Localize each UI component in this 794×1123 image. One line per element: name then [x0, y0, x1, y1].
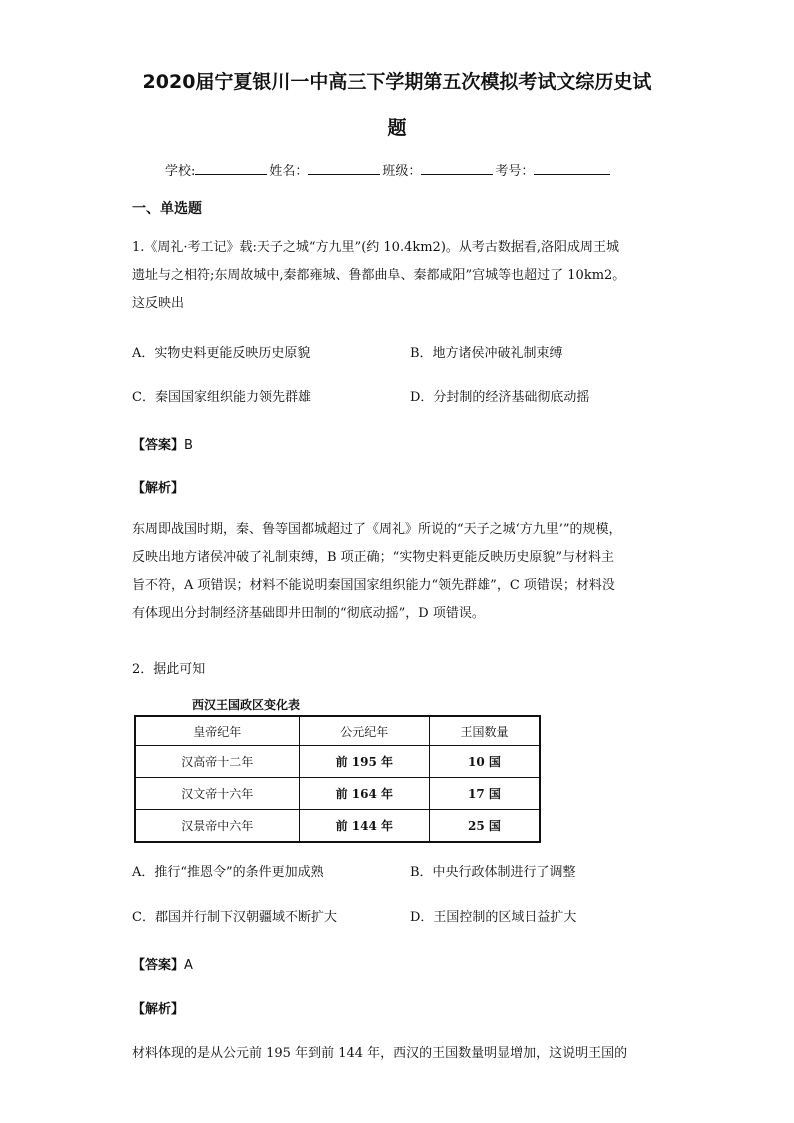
table-cell: 汉文帝十六年	[135, 778, 299, 810]
table-row	[135, 810, 540, 843]
q1-analysis-line: 有体现出分封制经济基础即井田制的“彻底动摇”，D 项错误。	[132, 606, 485, 621]
answer-label: 【答案】	[132, 958, 185, 973]
q2-stem: 2．据此可知	[132, 662, 206, 677]
q1-analysis-line: 反映出地方诸侯冲破了礼制束缚，B 项正确；“实物史料更能反映历史原貌”与材料主	[132, 550, 614, 565]
q1-analysis	[132, 516, 662, 628]
q1-option-b[interactable]: B．地方诸侯冲破礼制束缚	[410, 346, 563, 361]
q2-option-d[interactable]: D．王国控制的区域日益扩大	[410, 910, 577, 925]
q1-option-a[interactable]: A．实物史料更能反映历史原貌	[132, 346, 311, 361]
exam-title-line-1: 2020届宁夏银川一中高三下学期第五次模拟考试文综历史试	[142, 71, 652, 93]
q1-answer	[132, 434, 193, 453]
q1-option-d[interactable]: D．分封制的经济基础彻底动摇	[410, 390, 590, 405]
class-blank[interactable]	[421, 160, 493, 175]
q1-stem-line: 遗址与之相符;东周故城中,秦都雍城、鲁都曲阜、秦都咸阳”宫城等也超过了 10km2。	[132, 268, 626, 283]
q1-option-c[interactable]: C．秦国国家组织能力领先群雄	[132, 390, 311, 405]
number-label: 考号：	[495, 164, 535, 179]
table-cell: 前 164 年	[299, 778, 429, 810]
table-row	[135, 778, 540, 810]
table-cell: 前 144 年	[299, 810, 429, 843]
name-blank[interactable]	[308, 160, 380, 175]
table-cell: 17 国	[429, 778, 540, 810]
q1-stem-line: 1.《周礼·考工记》载:天子之城“方九里”(约 10.4km2)。从考古数据看,洛阳成周王城	[132, 240, 620, 255]
table-cell: 汉高帝十二年	[135, 746, 299, 778]
exam-title-line-2: 题	[387, 117, 407, 139]
q1-analysis-line: 旨不符，A 项错误；材料不能说明秦国国家组织能力“领先群雄”，C 项错误；材料没	[132, 578, 615, 593]
q2-answer	[132, 954, 193, 973]
q1-stem-line: 这反映出	[132, 296, 185, 311]
section-title: 一、单选题	[132, 201, 202, 217]
q2-analysis-line: 材料体现的是从公元前 195 年到前 144 年，西汉的王国数量明显增加，这说明王国的	[132, 1046, 628, 1061]
number-blank[interactable]	[534, 160, 610, 175]
table-header-cell: 王国数量	[429, 716, 540, 746]
answer-value: A	[184, 958, 193, 973]
answer-value: B	[184, 438, 193, 453]
table-cell: 汉景帝中六年	[135, 810, 299, 843]
q1-analysis-line: 东周即战国时期，秦、鲁等国都城超过了《周礼》所说的“天子之城‘方九里’”的规模，	[132, 522, 622, 537]
table-header-cell: 公元纪年	[299, 716, 429, 746]
school-blank[interactable]	[195, 160, 267, 175]
table-cell: 10 国	[429, 746, 540, 778]
q2-analysis-label: 【解析】	[132, 1002, 185, 1017]
student-info-row	[165, 160, 612, 181]
table-caption: 西汉王国政区变化表	[192, 698, 301, 712]
name-label: 姓名：	[269, 164, 309, 179]
class-label: 班级：	[382, 164, 422, 179]
q2-analysis	[132, 1040, 662, 1068]
table-header-cell: 皇帝纪年	[135, 716, 299, 746]
q2-option-a[interactable]: A．推行“推恩令”的条件更加成熟	[132, 865, 324, 880]
q2-option-c[interactable]: C．郡国并行制下汉朝疆域不断扩大	[132, 910, 337, 925]
table-cell: 前 195 年	[299, 746, 429, 778]
q1-analysis-label: 【解析】	[132, 481, 185, 496]
school-label: 学校:	[165, 164, 196, 179]
q2-option-b[interactable]: B．中央行政体制进行了调整	[410, 865, 576, 880]
q1-stem	[132, 234, 662, 318]
answer-label: 【答案】	[132, 438, 185, 453]
table-row	[135, 746, 540, 778]
table-header-row	[135, 716, 540, 746]
table-cell: 25 国	[429, 810, 540, 843]
dynasty-table	[134, 715, 541, 843]
